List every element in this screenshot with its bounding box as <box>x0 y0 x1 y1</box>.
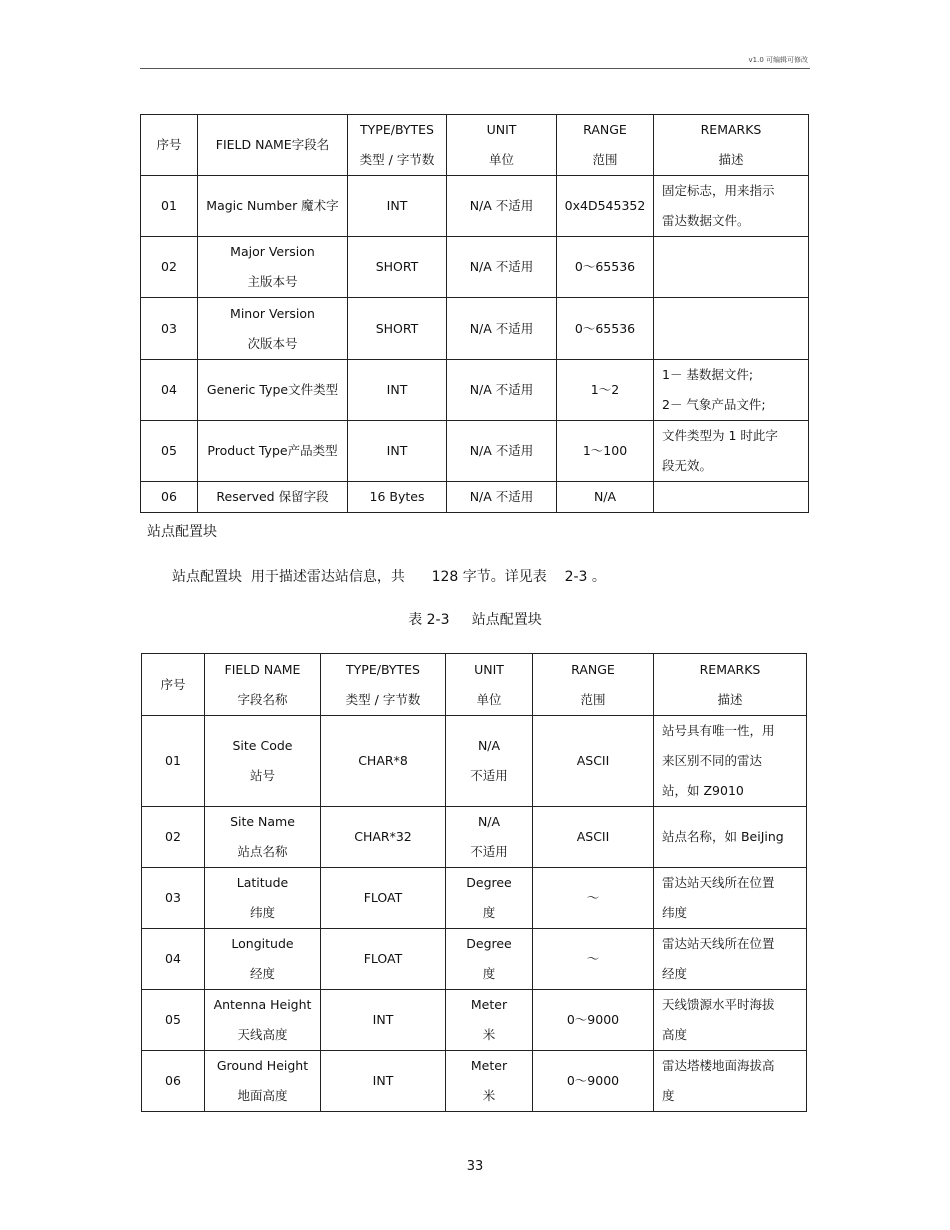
cell-text: INT <box>386 382 408 397</box>
cell-type <box>321 868 446 929</box>
table-row <box>141 298 809 360</box>
cell-range <box>533 807 654 868</box>
cell-unit <box>446 929 533 990</box>
table-header-row <box>142 654 807 716</box>
cell-text: 文件类型为 1 时此字 <box>662 428 778 443</box>
cell-text: 1～100 <box>582 443 628 458</box>
cell-text: 0～65536 <box>574 320 636 336</box>
cell-text: Antenna Height <box>213 997 312 1012</box>
cell-text: INT <box>372 1073 394 1088</box>
cell-text: Reserved 保留字段 <box>216 489 329 504</box>
cell-text: CHAR*32 <box>354 829 412 844</box>
cell-text: 02 <box>161 259 177 274</box>
cell-text: 经度 <box>249 966 275 981</box>
cell-text: 度 <box>662 1088 675 1103</box>
cell-field-name <box>198 298 348 360</box>
cell-text: 站，如 Z9010 <box>662 783 744 798</box>
cell-text: 雷达站天线所在位置 <box>662 875 775 890</box>
cell-type <box>321 990 446 1051</box>
cell-unit <box>447 482 557 513</box>
cell-type <box>321 807 446 868</box>
cell-text: 06 <box>165 1073 181 1088</box>
cell-remarks <box>654 716 807 807</box>
cell-remarks <box>654 1051 807 1112</box>
cell-type <box>321 716 446 807</box>
cell-type <box>321 1051 446 1112</box>
cell-text: 天线馈源水平时海拔 <box>662 997 775 1012</box>
cell-type <box>348 237 447 298</box>
running-header: v1.0 可编辑可修改 <box>748 56 808 64</box>
cell-text: 单位 <box>488 152 514 167</box>
cell-text: 单位 <box>476 691 502 707</box>
cell-index <box>141 176 198 237</box>
cell-text: FIELD NAME字段名 <box>215 137 330 152</box>
cell-text: 0～9000 <box>566 1073 620 1088</box>
cell-text: Latitude <box>236 875 289 890</box>
cell-type <box>348 176 447 237</box>
cell-text: INT <box>372 1012 394 1027</box>
header-index <box>142 654 205 716</box>
table-row <box>142 1051 807 1112</box>
header-unit <box>446 654 533 716</box>
cell-text: 05 <box>165 1012 181 1027</box>
cell-text: 描述 <box>718 152 744 167</box>
cell-text: 不适用 <box>470 844 508 859</box>
cell-text: 地面高度 <box>237 1088 288 1103</box>
table-row <box>142 807 807 868</box>
cell-text: SHORT <box>375 259 419 274</box>
cell-type <box>348 360 447 421</box>
header-rule <box>140 68 810 69</box>
cell-text: 主版本号 <box>247 274 298 289</box>
cell-field-name <box>198 360 348 421</box>
cell-unit <box>447 298 557 360</box>
section-paragraph: 站点配置块 用于描述雷达站信息，共 128 字节。详见表 2-3 。 <box>172 569 606 585</box>
cell-type <box>348 298 447 360</box>
cell-unit <box>446 1051 533 1112</box>
cell-text: Degree <box>466 875 512 890</box>
cell-remarks <box>654 868 807 929</box>
cell-remarks <box>654 360 809 421</box>
header-type <box>348 115 447 176</box>
cell-text: 类型 / 字节数 <box>345 691 421 707</box>
cell-text: ASCII <box>576 829 610 844</box>
cell-range <box>533 868 654 929</box>
cell-text: 描述 <box>717 691 743 707</box>
cell-text: Ground Height <box>216 1058 309 1073</box>
cell-unit <box>447 421 557 482</box>
cell-unit <box>446 807 533 868</box>
cell-text: N/A 不适用 <box>469 443 534 458</box>
cell-text: REMARKS <box>699 661 761 677</box>
cell-text: 0～9000 <box>566 1012 620 1027</box>
cell-text: 02 <box>165 829 181 844</box>
table-caption: 表 2-3 站点配置块 <box>408 612 542 628</box>
cell-remarks <box>654 990 807 1051</box>
header-range <box>557 115 654 176</box>
cell-text: Meter <box>470 1058 508 1073</box>
cell-text: N/A 不适用 <box>469 198 534 213</box>
table-row <box>142 990 807 1051</box>
cell-text: 类型 / 字节数 <box>359 152 435 167</box>
cell-text: 经度 <box>662 966 688 981</box>
cell-text: 1－ 基数据文件; <box>662 367 754 382</box>
cell-field-name <box>198 482 348 513</box>
cell-range <box>533 929 654 990</box>
cell-text: Generic Type文件类型 <box>206 382 339 397</box>
table-row <box>142 716 807 807</box>
cell-index <box>142 990 205 1051</box>
table-row <box>141 237 809 298</box>
cell-range <box>533 990 654 1051</box>
cell-index <box>141 482 198 513</box>
cell-text: 字段名称 <box>237 691 288 707</box>
cell-text: 纬度 <box>662 905 688 920</box>
cell-text: 天线高度 <box>237 1027 288 1042</box>
cell-text: 度 <box>482 905 496 920</box>
cell-text: Minor Version <box>230 305 315 321</box>
cell-text: Longitude <box>231 936 294 951</box>
cell-range <box>557 482 654 513</box>
cell-text: SHORT <box>375 320 419 336</box>
cell-unit <box>446 990 533 1051</box>
cell-text: 0～65536 <box>574 259 636 274</box>
table-row <box>141 360 809 421</box>
cell-range <box>557 237 654 298</box>
cell-text: RANGE <box>571 661 615 677</box>
cell-text: ～ <box>586 951 600 966</box>
cell-field-name <box>205 990 321 1051</box>
cell-index <box>142 807 205 868</box>
cell-text: CHAR*8 <box>358 753 408 768</box>
cell-text: 固定标志，用来指示 <box>662 183 775 198</box>
cell-text: FIELD NAME <box>224 661 301 677</box>
cell-text: N/A <box>477 814 501 829</box>
cell-text: N/A 不适用 <box>469 489 534 504</box>
cell-field-name <box>205 807 321 868</box>
cell-text: FLOAT <box>363 951 403 966</box>
table-row <box>142 929 807 990</box>
cell-text: N/A <box>477 738 501 753</box>
cell-text: 站点名称 <box>237 844 288 859</box>
header-type <box>321 654 446 716</box>
cell-text: 序号 <box>160 676 186 692</box>
header-remarks <box>654 115 809 176</box>
table-header-row <box>141 115 809 176</box>
cell-text: RANGE <box>583 122 627 137</box>
cell-remarks <box>654 482 809 513</box>
cell-text: Product Type产品类型 <box>207 443 338 458</box>
cell-text: 04 <box>165 951 181 966</box>
cell-field-name <box>198 176 348 237</box>
cell-text: 1～2 <box>590 382 620 397</box>
cell-text: 01 <box>165 753 181 768</box>
cell-range <box>557 298 654 360</box>
header-remarks <box>654 654 807 716</box>
cell-text: 03 <box>161 320 177 336</box>
cell-text: REMARKS <box>700 122 762 137</box>
cell-text: 雷达站天线所在位置 <box>662 936 775 951</box>
cell-text: 雷达塔楼地面海拔高 <box>662 1058 775 1073</box>
header-unit <box>447 115 557 176</box>
cell-text: TYPE/BYTES <box>360 122 434 137</box>
cell-text: TYPE/BYTES <box>346 661 420 677</box>
cell-text: 16 Bytes <box>369 489 425 504</box>
cell-field-name <box>205 929 321 990</box>
cell-text: ～ <box>586 890 600 905</box>
cell-text: 04 <box>161 382 177 397</box>
cell-text: 米 <box>482 1027 496 1042</box>
cell-range <box>557 176 654 237</box>
file-header-table <box>140 114 809 513</box>
cell-field-name <box>205 868 321 929</box>
site-config-table <box>141 653 807 1112</box>
cell-index <box>142 1051 205 1112</box>
cell-text: INT <box>386 443 408 458</box>
cell-text: INT <box>386 198 408 213</box>
cell-index <box>141 298 198 360</box>
cell-range <box>533 1051 654 1112</box>
cell-index <box>141 360 198 421</box>
cell-text: 站号具有唯一性，用 <box>662 723 775 738</box>
cell-remarks <box>654 298 809 360</box>
cell-range <box>533 716 654 807</box>
cell-index <box>141 421 198 482</box>
cell-unit <box>447 360 557 421</box>
cell-text: 次版本号 <box>247 335 298 351</box>
cell-text: Meter <box>470 997 508 1012</box>
cell-text: 01 <box>161 198 177 213</box>
cell-remarks <box>654 421 809 482</box>
cell-text: Degree <box>466 936 512 951</box>
cell-field-name <box>205 1051 321 1112</box>
cell-type <box>348 482 447 513</box>
cell-text: Site Name <box>230 814 295 829</box>
cell-type <box>321 929 446 990</box>
cell-text: Site Code <box>232 738 293 753</box>
cell-field-name <box>205 716 321 807</box>
cell-remarks <box>654 929 807 990</box>
cell-text: Magic Number 魔术字 <box>206 198 339 213</box>
header-field-name <box>205 654 321 716</box>
cell-text: 站点名称，如 BeiJing <box>662 829 784 844</box>
cell-text: 03 <box>165 890 181 905</box>
cell-text: 来区别不同的雷达 <box>662 753 763 768</box>
cell-text: N/A <box>593 489 617 504</box>
cell-text: 05 <box>161 443 177 458</box>
cell-range <box>557 360 654 421</box>
cell-text: FLOAT <box>363 890 403 905</box>
cell-range <box>557 421 654 482</box>
cell-text: 2－ 气象产品文件; <box>662 397 766 412</box>
cell-text: 范围 <box>592 152 618 167</box>
cell-type <box>348 421 447 482</box>
cell-text: Major Version <box>230 244 315 259</box>
cell-index <box>142 868 205 929</box>
cell-text: 米 <box>482 1088 496 1103</box>
cell-text: 范围 <box>580 691 606 707</box>
cell-index <box>142 716 205 807</box>
cell-text: ASCII <box>576 753 610 768</box>
cell-unit <box>447 237 557 298</box>
cell-text: N/A 不适用 <box>469 320 534 336</box>
cell-unit <box>447 176 557 237</box>
cell-text: N/A 不适用 <box>469 259 534 274</box>
cell-text: 纬度 <box>249 905 275 920</box>
cell-remarks <box>654 176 809 237</box>
page-number: 33 <box>466 1159 484 1174</box>
cell-index <box>141 237 198 298</box>
header-range <box>533 654 654 716</box>
cell-text: 不适用 <box>470 768 508 783</box>
cell-field-name <box>198 421 348 482</box>
header-field-name <box>198 115 348 176</box>
cell-text: 06 <box>161 489 177 504</box>
table-row <box>141 482 809 513</box>
cell-text: 序号 <box>156 137 182 152</box>
table-row <box>141 421 809 482</box>
cell-text: UNIT <box>486 122 517 137</box>
cell-unit <box>446 716 533 807</box>
cell-remarks <box>654 237 809 298</box>
cell-text: 段无效。 <box>662 458 713 473</box>
cell-text: 站号 <box>249 768 275 783</box>
cell-text: UNIT <box>474 661 504 677</box>
section-title: 站点配置块 <box>147 524 217 540</box>
cell-text: N/A 不适用 <box>469 382 534 397</box>
cell-text: 0x4D545352 <box>564 198 646 213</box>
cell-remarks <box>654 807 807 868</box>
cell-text: 高度 <box>662 1027 688 1042</box>
table-row <box>142 868 807 929</box>
cell-unit <box>446 868 533 929</box>
cell-text: 雷达数据文件。 <box>662 213 750 228</box>
cell-field-name <box>198 237 348 298</box>
table-row <box>141 176 809 237</box>
cell-index <box>142 929 205 990</box>
header-index <box>141 115 198 176</box>
cell-text: 度 <box>482 966 496 981</box>
